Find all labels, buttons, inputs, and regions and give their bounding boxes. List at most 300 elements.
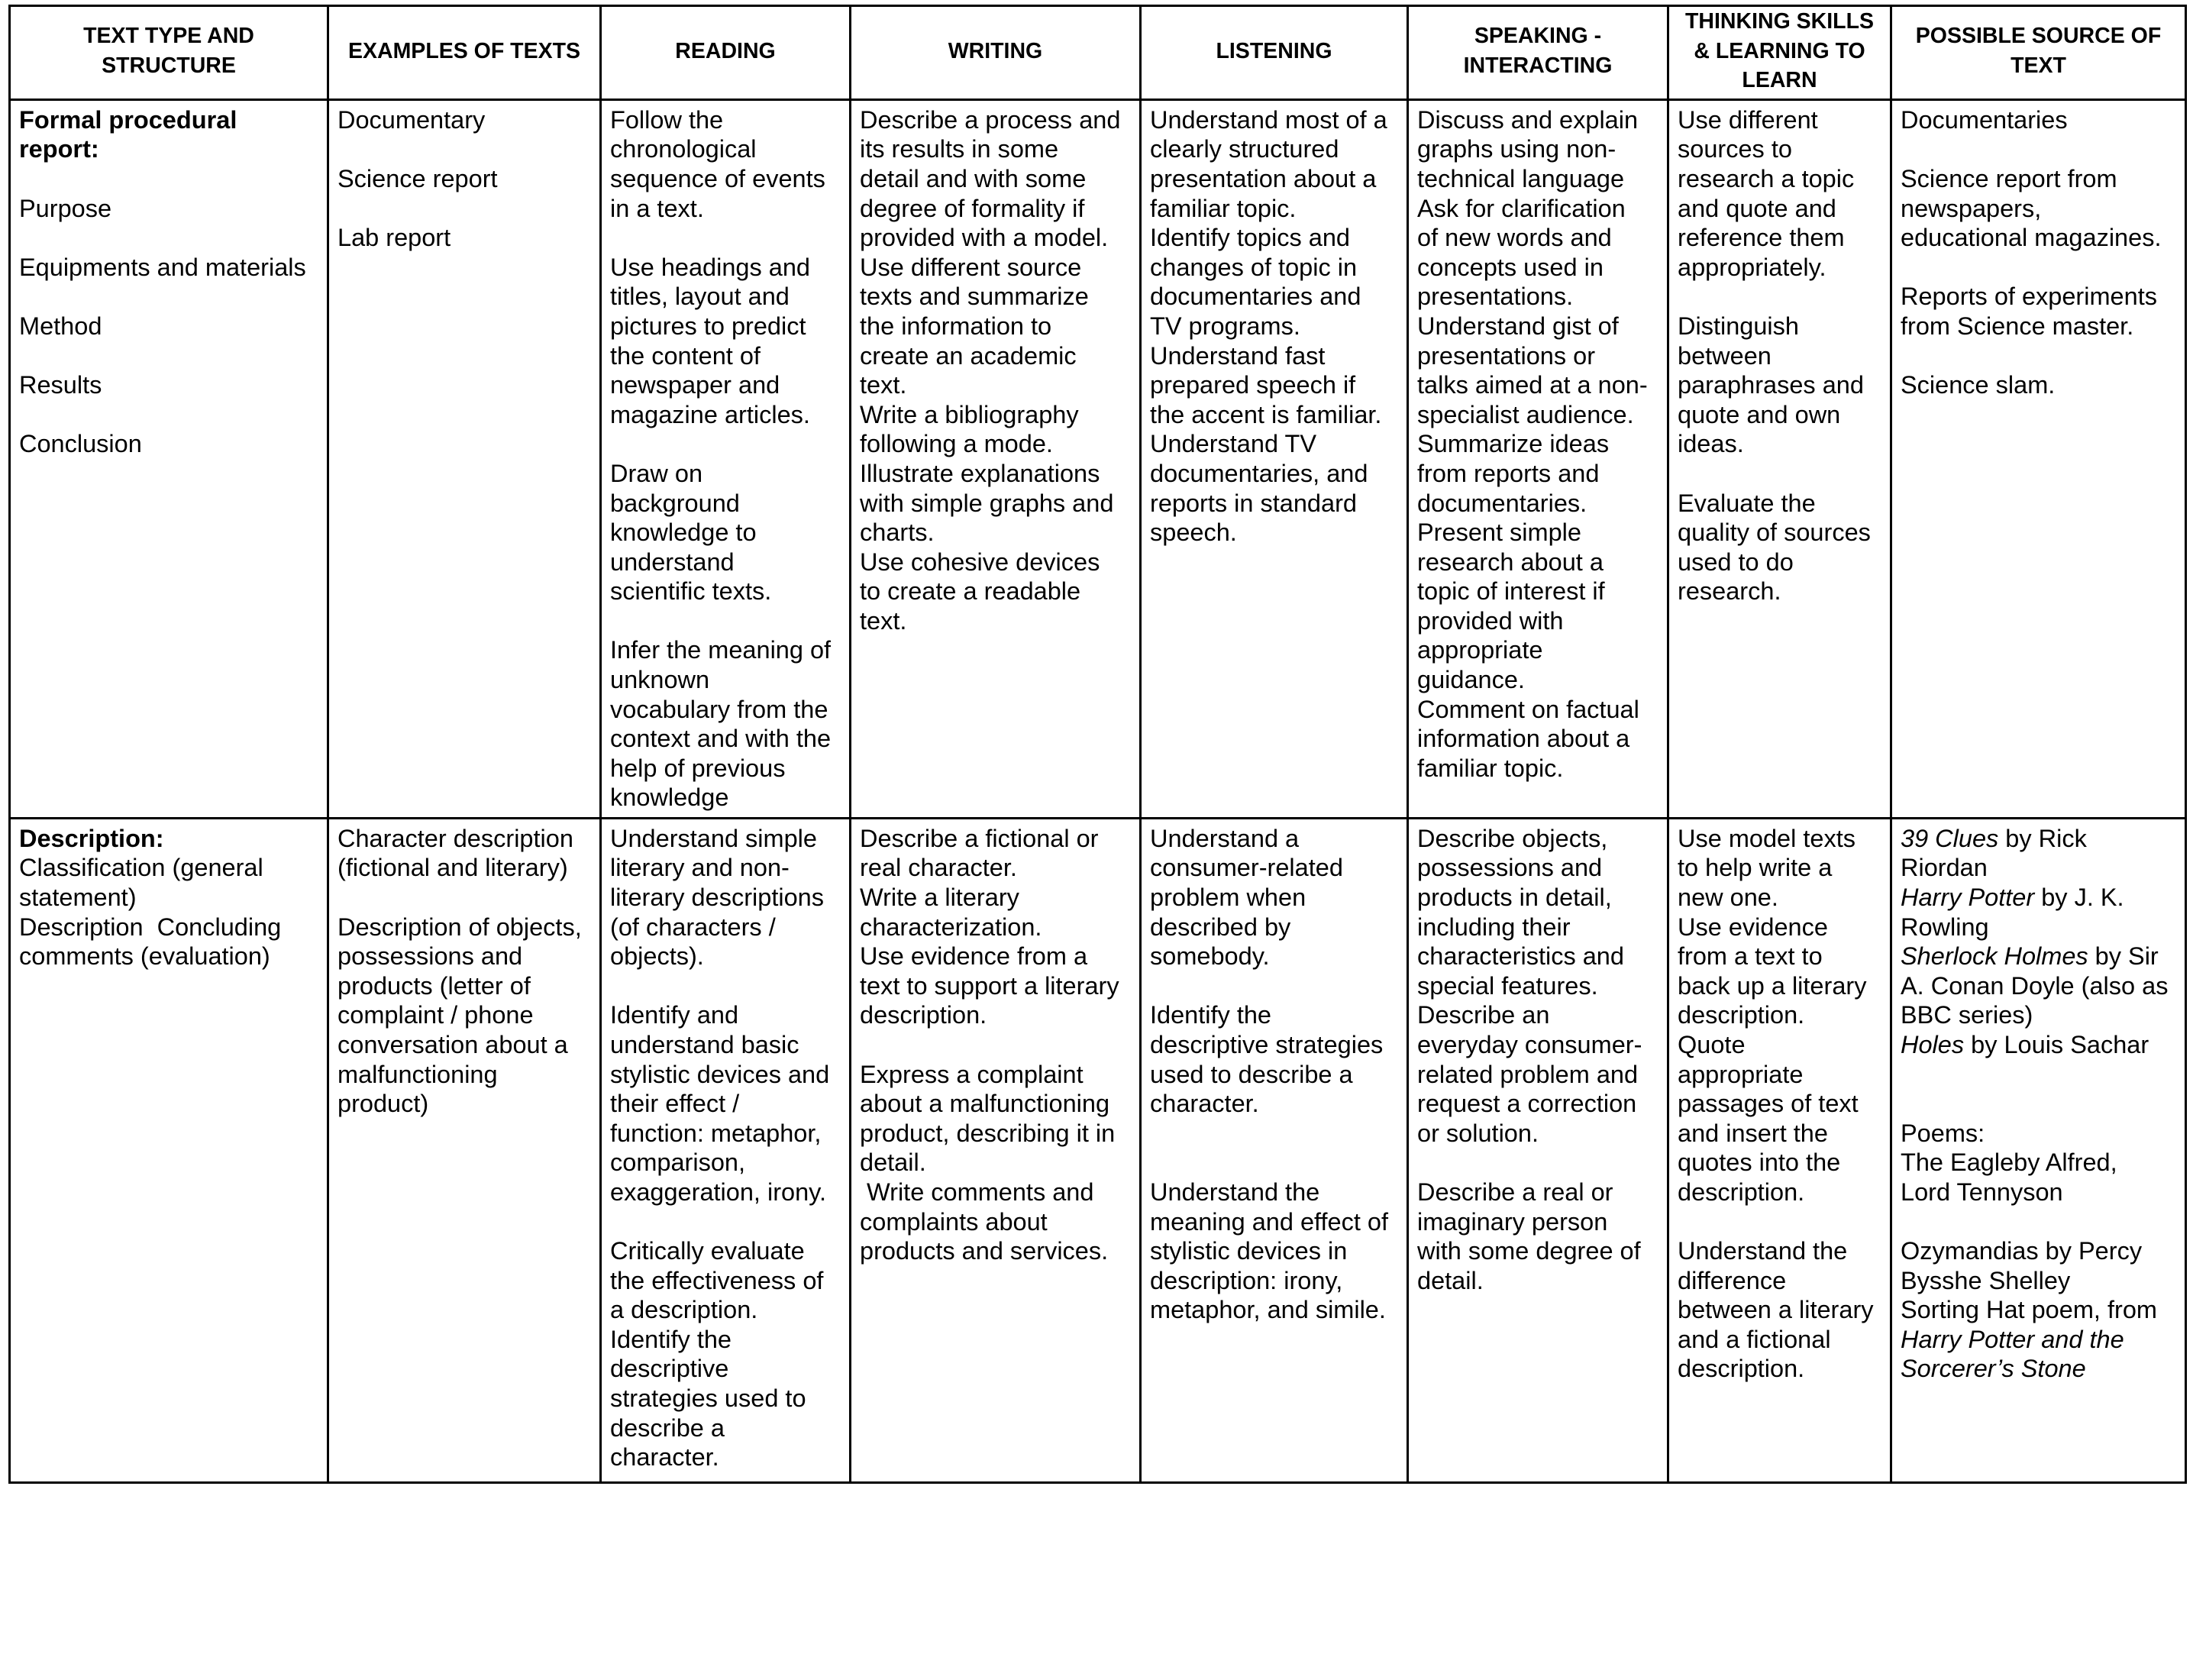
text-segment: The Eagleby Alfred,: [1901, 1149, 2117, 1177]
cell-line: [19, 824, 319, 854]
cell-line: [610, 695, 841, 725]
text-segment: degree of formality if: [860, 194, 1085, 222]
text-segment: Sorcerer’s Stone: [1901, 1355, 2086, 1383]
cell-line: [610, 1325, 841, 1355]
text-segment: knowledge to: [610, 519, 757, 547]
text-segment: Describe objects,: [1417, 824, 1608, 852]
text-segment: with some degree of: [1417, 1237, 1641, 1265]
text-segment: Describe a fictional or: [860, 824, 1099, 852]
cell-line: [610, 606, 841, 636]
cell-line: [338, 942, 592, 971]
text-segment: text to support a literary: [860, 971, 1119, 1000]
text-segment: comparison,: [610, 1149, 746, 1177]
text-segment: to create a readable: [860, 577, 1081, 606]
cell-line: [1150, 518, 1399, 548]
text-segment: consumer-related: [1150, 854, 1343, 882]
cell-line: [1417, 1000, 1659, 1030]
text-segment: talks aimed at a non-: [1417, 371, 1648, 399]
text-segment: reference them: [1678, 224, 1845, 252]
cell-line: [610, 1295, 841, 1325]
cell-line: [1150, 223, 1399, 253]
cell-line: [860, 913, 1132, 942]
text-segment: Description Concluding: [19, 913, 282, 941]
cell-line: [1901, 1354, 2177, 1384]
text-segment: by Rick: [1998, 824, 2087, 852]
cell-line: [860, 1030, 1132, 1060]
cell-line: [1150, 164, 1399, 194]
text-segment: describe a: [610, 1413, 725, 1442]
text-segment: a description.: [610, 1296, 758, 1324]
cell-line: [1150, 1060, 1399, 1090]
text-segment: Understand fast: [1150, 341, 1326, 370]
text-segment: clearly structured: [1150, 135, 1339, 163]
cell-writing: [851, 818, 1141, 1482]
text-segment: scientific texts.: [610, 577, 772, 606]
text-segment: Science report from: [1901, 164, 2117, 192]
cell-line: [1901, 1060, 2177, 1090]
cell-reading: [601, 99, 851, 818]
text-segment: quote and own: [1678, 400, 1841, 428]
cell-line: [338, 883, 592, 913]
text-segment: Classification (general: [19, 854, 263, 882]
text-segment: Express a complaint: [860, 1060, 1084, 1088]
header-examples-of-texts: EXAMPLES OF TEXTS: [328, 6, 601, 100]
text-segment: quality of sources: [1678, 519, 1871, 547]
text-segment: special features.: [1417, 971, 1598, 1000]
text-segment: paraphrases and: [1678, 371, 1864, 399]
cell-thinking-skills: [1668, 99, 1891, 818]
cell-line: [1417, 853, 1659, 883]
text-segment: Describe an: [1417, 1001, 1550, 1029]
cell-line: [1150, 824, 1399, 854]
cell-reading: [601, 818, 851, 1482]
text-segment: descriptive: [610, 1355, 729, 1383]
cell-line: [1417, 134, 1659, 164]
text-segment: help of previous: [610, 754, 786, 782]
cell-line: [1678, 548, 1882, 577]
text-segment: its results in some: [860, 135, 1059, 163]
cell-sources: [1891, 99, 2186, 818]
text-segment: concepts used in: [1417, 253, 1604, 281]
curriculum-table: [8, 5, 2187, 1484]
cell-line: [1901, 341, 2177, 371]
text-segment: statement): [19, 883, 137, 911]
cell-line: [610, 1148, 841, 1178]
cell-line: [338, 134, 592, 164]
text-segment: Infer the meaning of: [610, 636, 832, 664]
text-segment: descriptive strategies: [1150, 1030, 1384, 1058]
cell-line: [1901, 942, 2177, 971]
text-segment: texts and summarize: [860, 283, 1089, 311]
text-segment: Bysshe Shelley: [1901, 1266, 2071, 1294]
header-speaking-interacting: SPEAKING - INTERACTING: [1408, 6, 1668, 100]
cell-line: [1678, 1325, 1882, 1355]
text-segment: Reports of experiments: [1901, 283, 2157, 311]
cell-line: [610, 1207, 841, 1237]
cell-line: [19, 105, 319, 135]
text-segment: context and with the: [610, 725, 832, 753]
table-row-formal-procedural-report: [10, 99, 2186, 818]
cell-line: [860, 1207, 1132, 1237]
text-segment: Understand gist of: [1417, 312, 1619, 340]
cell-line: [860, 105, 1132, 135]
text-segment: to help write a: [1678, 854, 1833, 882]
text-segment: speech.: [1150, 519, 1237, 547]
text-segment: Present simple: [1417, 519, 1581, 547]
cell-line: [1150, 1148, 1399, 1178]
header-thinking-skills: THINKING SKILLS & LEARNING TO LEARN: [1668, 6, 1891, 100]
text-segment: documentaries, and: [1150, 459, 1368, 487]
text-segment: characteristics and: [1417, 942, 1624, 971]
cell-line: [1150, 971, 1399, 1001]
text-segment: Rowling: [1901, 913, 1989, 941]
cell-line: [860, 853, 1132, 883]
header-listening: LISTENING: [1141, 6, 1408, 100]
text-segment: request a correction: [1417, 1090, 1637, 1118]
cell-line: [860, 1178, 1132, 1207]
cell-line: [19, 282, 319, 312]
text-segment: Equipments and materials: [19, 253, 306, 281]
cell-line: [610, 942, 841, 971]
cell-line: [610, 134, 841, 164]
text-segment: Conclusion: [19, 430, 142, 458]
cell-line: [1901, 1000, 2177, 1030]
cell-line: [1901, 1266, 2177, 1296]
cell-line: [1678, 1178, 1882, 1207]
cell-line: [19, 370, 319, 400]
text-segment: imaginary person: [1417, 1207, 1608, 1236]
text-segment: from reports and: [1417, 459, 1600, 487]
cell-line: [1417, 1148, 1659, 1178]
text-segment: in a text.: [610, 194, 704, 222]
cell-line: [610, 164, 841, 194]
text-segment: Draw on: [610, 459, 703, 487]
cell-line: [19, 913, 319, 942]
text-segment: described by: [1150, 913, 1291, 941]
cell-line: [19, 429, 319, 459]
text-segment: Poems:: [1901, 1119, 1985, 1147]
cell-line: [19, 400, 319, 430]
cell-line: [1678, 1295, 1882, 1325]
text-segment: meaning and effect of: [1150, 1207, 1388, 1236]
cell-line: [1417, 194, 1659, 224]
text-segment: passages of text: [1678, 1090, 1859, 1118]
text-segment: Use evidence from a: [860, 942, 1088, 971]
cell-line: [610, 1030, 841, 1060]
text-segment: Comment on factual: [1417, 695, 1639, 723]
text-segment: documentaries.: [1417, 489, 1587, 517]
text-segment: malfunctioning: [338, 1060, 498, 1088]
text-segment: products and services.: [860, 1237, 1109, 1265]
cell-line: [860, 1060, 1132, 1090]
cell-text-type: [10, 818, 328, 1482]
text-segment: research about a: [1417, 548, 1604, 576]
text-segment: everyday consumer-: [1417, 1030, 1642, 1058]
cell-line: [1150, 489, 1399, 519]
text-segment: about a malfunctioning: [860, 1090, 1110, 1118]
cell-line: [1678, 489, 1882, 519]
text-segment: familiar topic.: [1150, 194, 1297, 222]
cell-line: [610, 1413, 841, 1443]
cell-line: [1678, 942, 1882, 971]
text-segment: provided with a model.: [860, 224, 1109, 252]
text-segment: objects).: [610, 942, 704, 971]
text-segment: Riordan: [1901, 854, 1988, 882]
text-segment: comments (evaluation): [19, 942, 270, 971]
cell-line: [610, 971, 841, 1001]
text-segment: guidance.: [1417, 666, 1525, 694]
text-segment: Understand a: [1150, 824, 1300, 852]
cell-line: [1417, 1266, 1659, 1296]
text-segment: pictures to predict: [610, 312, 806, 340]
cell-line: [610, 754, 841, 783]
cell-line: [338, 1000, 592, 1030]
text-segment: appropriate: [1678, 1060, 1804, 1088]
cell-line: [1678, 282, 1882, 312]
text-segment: characterization.: [860, 913, 1042, 941]
cell-line: [860, 223, 1132, 253]
text-segment: prepared speech if: [1150, 371, 1356, 399]
cell-line: [610, 783, 841, 813]
text-segment: description.: [860, 1001, 987, 1029]
text-segment: Use evidence: [1678, 913, 1828, 941]
cell-line: [1417, 164, 1659, 194]
text-segment: Use cohesive devices: [860, 548, 1100, 576]
cell-line: [1901, 105, 2177, 135]
text-segment: educational magazines.: [1901, 224, 2162, 252]
text-segment: their effect /: [610, 1090, 740, 1118]
text-segment: Describe a real or: [1417, 1178, 1613, 1206]
text-segment: Discuss and explain: [1417, 105, 1639, 134]
text-segment: detail and with some: [860, 164, 1087, 192]
text-segment: (of characters /: [610, 913, 776, 941]
text-segment: appropriate: [1417, 636, 1543, 664]
cell-line: [19, 312, 319, 341]
cell-line: [610, 1119, 841, 1149]
text-segment: Identify and: [610, 1001, 739, 1029]
cell-line: [610, 400, 841, 430]
text-segment: presentations.: [1417, 283, 1574, 311]
cell-line: [19, 883, 319, 913]
cell-line: [1417, 606, 1659, 636]
text-segment: description.: [1678, 1001, 1805, 1029]
cell-line: [1678, 1236, 1882, 1266]
text-segment: sequence of events: [610, 164, 825, 192]
header-writing: WRITING: [851, 6, 1141, 100]
text-segment: Use different source: [860, 253, 1082, 281]
text-segment: real character.: [860, 854, 1017, 882]
cell-line: [1678, 1266, 1882, 1296]
text-segment: of new words and: [1417, 224, 1612, 252]
text-segment: Description of objects,: [338, 913, 582, 941]
cell-line: [1901, 370, 2177, 400]
cell-line: [860, 1000, 1132, 1030]
cell-line: [860, 459, 1132, 489]
cell-line: [1678, 577, 1882, 606]
text-segment: Harry Potter: [1901, 883, 2035, 911]
cell-line: [1150, 1030, 1399, 1060]
cell-line: [19, 164, 319, 194]
cell-line: [1417, 341, 1659, 371]
cell-line: [338, 194, 592, 224]
text-segment: specialist audience.: [1417, 400, 1634, 428]
header-text-type-and-structure: TEXT TYPE AND STRUCTURE: [10, 6, 328, 100]
cell-line: [860, 282, 1132, 312]
cell-line: [610, 1266, 841, 1296]
cell-line: [1901, 223, 2177, 253]
cell-line: [1678, 429, 1882, 459]
cell-line: [1150, 429, 1399, 459]
text-segment: topic of interest if: [1417, 577, 1605, 606]
cell-line: [1901, 164, 2177, 194]
cell-line: [1678, 164, 1882, 194]
table-row-description: [10, 818, 2186, 1482]
text-segment: Identify the: [1150, 1001, 1271, 1029]
text-segment: back up a literary: [1678, 971, 1867, 1000]
text-segment: information about a: [1417, 725, 1630, 753]
cell-line: [860, 253, 1132, 283]
text-segment: Use different: [1678, 105, 1818, 134]
text-segment: understand basic: [610, 1030, 799, 1058]
text-segment: complaint / phone: [338, 1001, 534, 1029]
text-segment: research.: [1678, 577, 1781, 606]
cell-line: [860, 194, 1132, 224]
cell-line: [1678, 312, 1882, 341]
text-segment: Method: [19, 312, 102, 340]
cell-line: [860, 370, 1132, 400]
cell-line: [1417, 459, 1659, 489]
text-segment: Results: [19, 371, 102, 399]
cell-line: [338, 1089, 592, 1119]
cell-line: [860, 942, 1132, 971]
text-segment: research a topic: [1678, 164, 1855, 192]
cell-line: [1901, 1030, 2177, 1060]
cell-line: [338, 971, 592, 1001]
text-segment: Understand the: [1678, 1237, 1848, 1265]
cell-line: [610, 1384, 841, 1413]
cell-line: [1150, 853, 1399, 883]
cell-line: [1678, 971, 1882, 1001]
cell-line: [1678, 341, 1882, 371]
cell-writing: [851, 99, 1141, 818]
cell-line: [1417, 1060, 1659, 1090]
cell-sources: [1891, 818, 2186, 1482]
text-segment: reports in standard: [1150, 489, 1357, 517]
text-segment: (fictional and literary): [338, 854, 568, 882]
cell-line: [1417, 971, 1659, 1001]
cell-line: [860, 824, 1132, 854]
text-segment: Evaluate the: [1678, 489, 1816, 517]
cell-line: [1678, 913, 1882, 942]
cell-line: [1678, 105, 1882, 135]
text-segment: problem when: [1150, 883, 1306, 911]
cell-line: [1417, 913, 1659, 942]
cell-line: [860, 518, 1132, 548]
text-segment: knowledge: [610, 783, 729, 812]
cell-line: [1678, 518, 1882, 548]
text-segment: familiar topic.: [1417, 754, 1564, 782]
cell-line: [1417, 105, 1659, 135]
text-segment: new one.: [1678, 883, 1778, 911]
text-segment: products in detail,: [1417, 883, 1612, 911]
text-segment: sources to: [1678, 135, 1792, 163]
text-segment: Lord Tennyson: [1901, 1178, 2063, 1206]
cell-line: [1417, 754, 1659, 783]
text-segment: Critically evaluate: [610, 1237, 805, 1265]
cell-thinking-skills: [1668, 818, 1891, 1482]
cell-line: [1417, 824, 1659, 854]
text-segment: newspapers,: [1901, 194, 2042, 222]
text-segment: Write a bibliography: [860, 400, 1079, 428]
cell-line: [1417, 400, 1659, 430]
cell-line: [1901, 913, 2177, 942]
cell-line: [1678, 1354, 1882, 1384]
cell-line: [1417, 635, 1659, 665]
text-segment: strategies used to: [610, 1384, 806, 1413]
text-segment: the accent is familiar.: [1150, 400, 1382, 428]
text-segment: quotes into the: [1678, 1149, 1841, 1177]
cell-line: [860, 400, 1132, 430]
cell-line: [610, 824, 841, 854]
cell-line: [1417, 942, 1659, 971]
cell-speaking: [1408, 99, 1668, 818]
cell-line: [860, 489, 1132, 519]
cell-listening: [1141, 99, 1408, 818]
cell-line: [1901, 282, 2177, 312]
text-segment: vocabulary from the: [610, 695, 828, 723]
text-segment: unknown: [610, 666, 710, 694]
cell-line: [610, 1443, 841, 1472]
cell-line: [1901, 1089, 2177, 1119]
text-segment: literary and non-: [610, 854, 790, 882]
cell-line: [610, 105, 841, 135]
text-segment: Lab report: [338, 224, 451, 252]
cell-line: [1901, 971, 2177, 1001]
cell-line: [1150, 1089, 1399, 1119]
cell-line: [1678, 1207, 1882, 1237]
text-segment: by Louis Sachar: [1964, 1030, 2149, 1058]
cell-line: [1150, 459, 1399, 489]
cell-line: [1678, 883, 1882, 913]
cell-line: [610, 1354, 841, 1384]
text-segment: possessions and: [338, 942, 523, 971]
cell-line: [1417, 883, 1659, 913]
text-segment: and insert the: [1678, 1119, 1828, 1147]
cell-line: [1417, 577, 1659, 606]
cell-line: [1150, 105, 1399, 135]
text-segment: detail.: [860, 1149, 926, 1177]
text-segment: and a fictional: [1678, 1325, 1831, 1353]
text-segment: titles, layout and: [610, 283, 790, 311]
cell-speaking: [1408, 818, 1668, 1482]
cell-line: [1678, 824, 1882, 854]
text-segment: magazine articles.: [610, 400, 810, 428]
cell-line: [860, 164, 1132, 194]
cell-line: [610, 459, 841, 489]
text-segment: Understand most of a: [1150, 105, 1387, 134]
text-segment: presentations or: [1417, 341, 1596, 370]
text-segment: changes of topic in: [1150, 253, 1358, 281]
text-segment: between a literary: [1678, 1296, 1874, 1324]
cell-line: [610, 1089, 841, 1119]
text-segment: Distinguish: [1678, 312, 1799, 340]
cell-line: [338, 223, 592, 253]
cell-line: [860, 134, 1132, 164]
cell-line: [1150, 312, 1399, 341]
text-segment: Science report: [338, 164, 498, 192]
text-segment: BBC series): [1901, 1001, 2033, 1029]
cell-line: [1417, 1178, 1659, 1207]
